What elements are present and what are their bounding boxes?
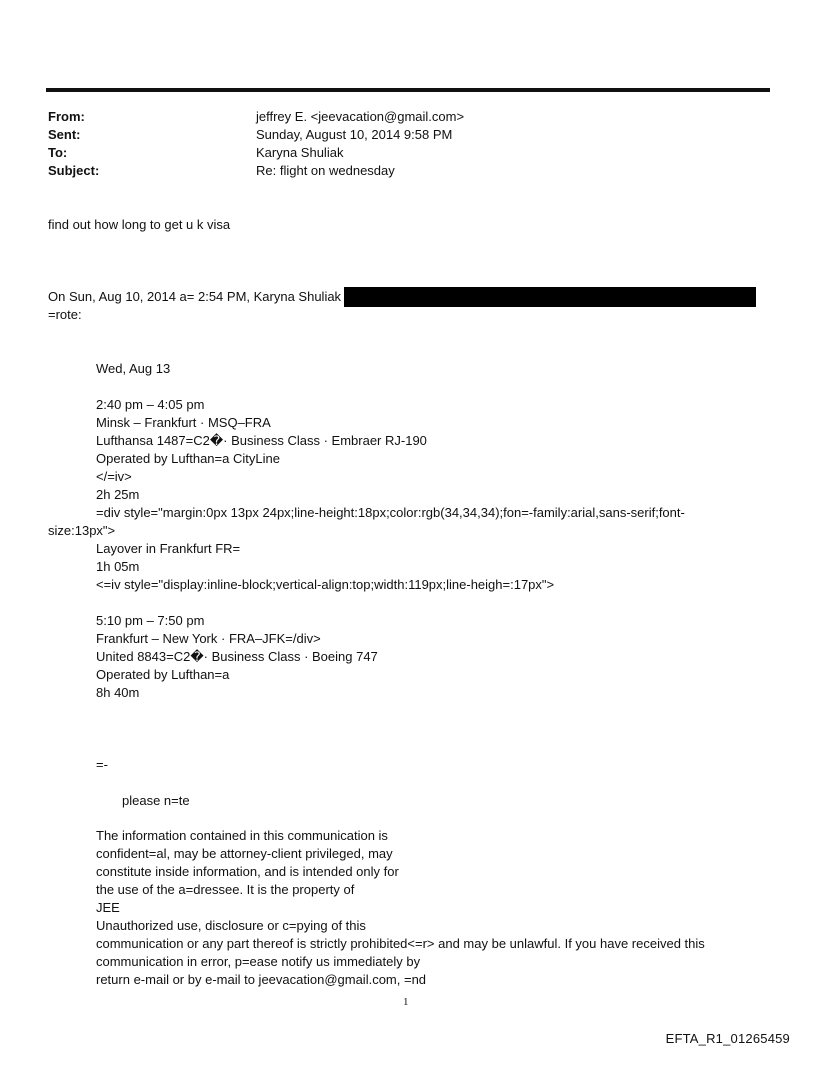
disclaimer-line: Unauthorized use, disclosure or c=pying of this (96, 918, 366, 933)
header-rule (46, 88, 770, 92)
flight1-duration: 2h 25m (96, 487, 140, 502)
page-number: 1 (403, 996, 409, 1008)
flight-date: Wed, Aug 13 (96, 361, 171, 376)
email-header (48, 108, 770, 180)
reply-text: find out how long to get u k visa (48, 217, 231, 232)
to-value: Karyna Shuliak (256, 145, 344, 160)
disclaimer-line: communication or any part thereof is strictly prohibited<=r> and may be unlawful. If you have received this (96, 936, 705, 951)
subject-value: Re: flight on wednesday (256, 163, 395, 178)
layover-text: Layover in Frankfurt FR= (96, 541, 241, 556)
quote-line-2: =rote: (48, 307, 82, 322)
disclaimer-line: JEE (96, 900, 120, 915)
flight2-time: 5:10 pm – 7:50 pm (96, 613, 205, 628)
sent-label: Sent: (48, 127, 81, 142)
disclaimer-line: the use of the a=dressee. It is the property of (96, 882, 355, 897)
div-style-line-2: size:13px"> (48, 523, 116, 538)
disclaimer-line: communication in error, p=ease notify us immediately by (96, 954, 421, 969)
flight2-duration: 8h 40m (96, 685, 140, 700)
flight2-route: Frankfurt – New York · FRA–JFK=/div> (96, 631, 321, 646)
flight1-number: Lufthansa 1487=C2�· Business Class · Embraer RJ-190 (96, 433, 427, 448)
disclaimer-line: return e-mail or by e-mail to jeevacation@gmail.com, =nd (96, 972, 427, 987)
redaction-bar (344, 287, 756, 307)
div-style-line-1: =div style="margin:0px 13px 24px;line-height:18px;color:rgb(34,34,34);fon=-family:arial,sans-serif;font- (96, 505, 685, 520)
flight1-route: Minsk – Frankfurt · MSQ–FRA (96, 415, 271, 430)
signature-separator: =- (96, 757, 108, 772)
layover-duration: 1h 05m (96, 559, 140, 574)
from-value: jeffrey E. <jeevacation@gmail.com> (256, 109, 465, 124)
disclaimer-line: constitute inside information, and is intended only for (96, 864, 399, 879)
div-style-line-3: <=iv style="display:inline-block;vertical-align:top;width:119px;line-heigh=:17px"> (96, 577, 555, 592)
quote-line-1: On Sun, Aug 10, 2014 a= 2:54 PM, Karyna Shuliak (48, 289, 342, 304)
flight1-time: 2:40 pm – 4:05 pm (96, 397, 205, 412)
from-label: From: (48, 109, 85, 124)
flight1-tag: </=iv> (96, 469, 132, 484)
flight2-operator: Operated by Lufthan=a (96, 667, 230, 682)
document-id-footer: EFTA_R1_01265459 (665, 1031, 790, 1046)
disclaimer-line: confident=al, may be attorney-client privileged, may (96, 846, 393, 861)
please-note: please n=te (122, 793, 190, 808)
to-label: To: (48, 145, 68, 160)
subject-label: Subject: (48, 163, 100, 178)
flight2-number: United 8843=C2�· Business Class · Boeing 747 (96, 649, 378, 664)
sent-value: Sunday, August 10, 2014 9:58 PM (256, 127, 453, 142)
flight1-operator: Operated by Lufthan=a CityLine (96, 451, 280, 466)
disclaimer-line: The information contained in this communication is (96, 828, 388, 843)
